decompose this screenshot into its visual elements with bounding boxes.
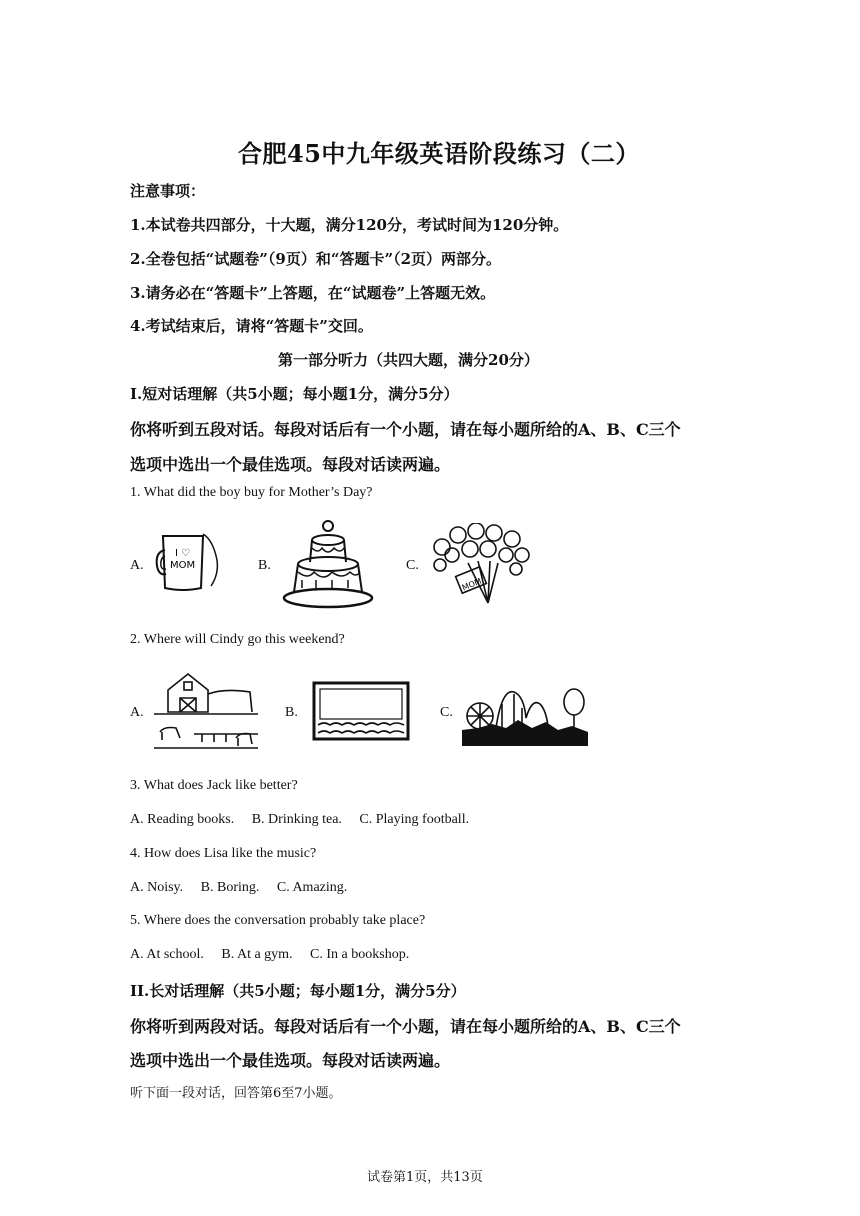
part1-heading: 第一部分听力（共四大题，满分20分） <box>278 351 539 369</box>
q1-option-a-label: A. <box>130 558 144 573</box>
section1-instruction-line2: 选项中选出一个最佳选项。每段对话读两遍。 <box>130 455 451 474</box>
question-5-options: A. At school. B. At a gym. C. In a bookshop. <box>130 947 410 962</box>
mug-text-mom: MOM <box>170 560 196 571</box>
question-2: 2. Where will Cindy go this weekend? <box>130 632 345 647</box>
notice-heading: 注意事项： <box>130 182 206 200</box>
flowers-card-text: MOM <box>460 576 483 593</box>
amusement-park-image <box>462 678 588 746</box>
farm-image <box>154 668 258 752</box>
notice-item-2: 2.全卷包括“试题卷”（9页）和“答题卡”（2页）两部分。 <box>130 250 502 268</box>
mug-image <box>155 530 227 594</box>
flowers-image <box>428 523 532 607</box>
page-title: 合肥45中九年级英语阶段练习（二） <box>238 139 640 168</box>
question-5: 5. Where does the conversation probably take place? <box>130 913 426 928</box>
q1-option-c-label: C. <box>406 558 419 573</box>
q2-option-c-label: C. <box>440 705 453 720</box>
section2-note: 听下面一段对话，回答第6至7小题。 <box>130 1086 342 1101</box>
q2-option-a-label: A. <box>130 705 144 720</box>
mug-text-love: I ♡ <box>175 548 191 559</box>
cinema-image <box>312 681 410 741</box>
notice-item-1: 1.本试卷共四部分，十大题，满分120分，考试时间为120分钟。 <box>130 216 569 234</box>
page-footer: 试卷第1页，共13页 <box>367 1170 483 1185</box>
q1-option-b-label: B. <box>258 558 271 573</box>
question-4: 4. How does Lisa like the music? <box>130 846 317 861</box>
question-3-options: A. Reading books. B. Drinking tea. C. Playing football. <box>130 812 470 827</box>
question-3: 3. What does Jack like better? <box>130 778 298 793</box>
notice-item-3: 3.请务必在“答题卡”上答题，在“试题卷”上答题无效。 <box>130 284 496 302</box>
notice-item-4: 4.考试结束后，请将“答题卡”交回。 <box>130 317 373 335</box>
question-1: 1. What did the boy buy for Mother’s Day? <box>130 485 373 500</box>
section1-heading: I.短对话理解（共5小题；每小题1分，满分5分） <box>130 385 459 403</box>
section2-instruction-line1: 你将听到两段对话。每段对话后有一个小题，请在每小题所给的A、B、C三个 <box>130 1017 681 1036</box>
cake-image <box>282 518 378 610</box>
question-4-options: A. Noisy. B. Boring. C. Amazing. <box>130 880 348 895</box>
q2-option-b-label: B. <box>285 705 298 720</box>
section1-instruction-line1: 你将听到五段对话。每段对话后有一个小题，请在每小题所给的A、B、C三个 <box>130 420 681 439</box>
section2-heading: II.长对话理解（共5小题；每小题1分，满分5分） <box>130 982 466 1000</box>
section2-instruction-line2: 选项中选出一个最佳选项。每段对话读两遍。 <box>130 1051 451 1070</box>
